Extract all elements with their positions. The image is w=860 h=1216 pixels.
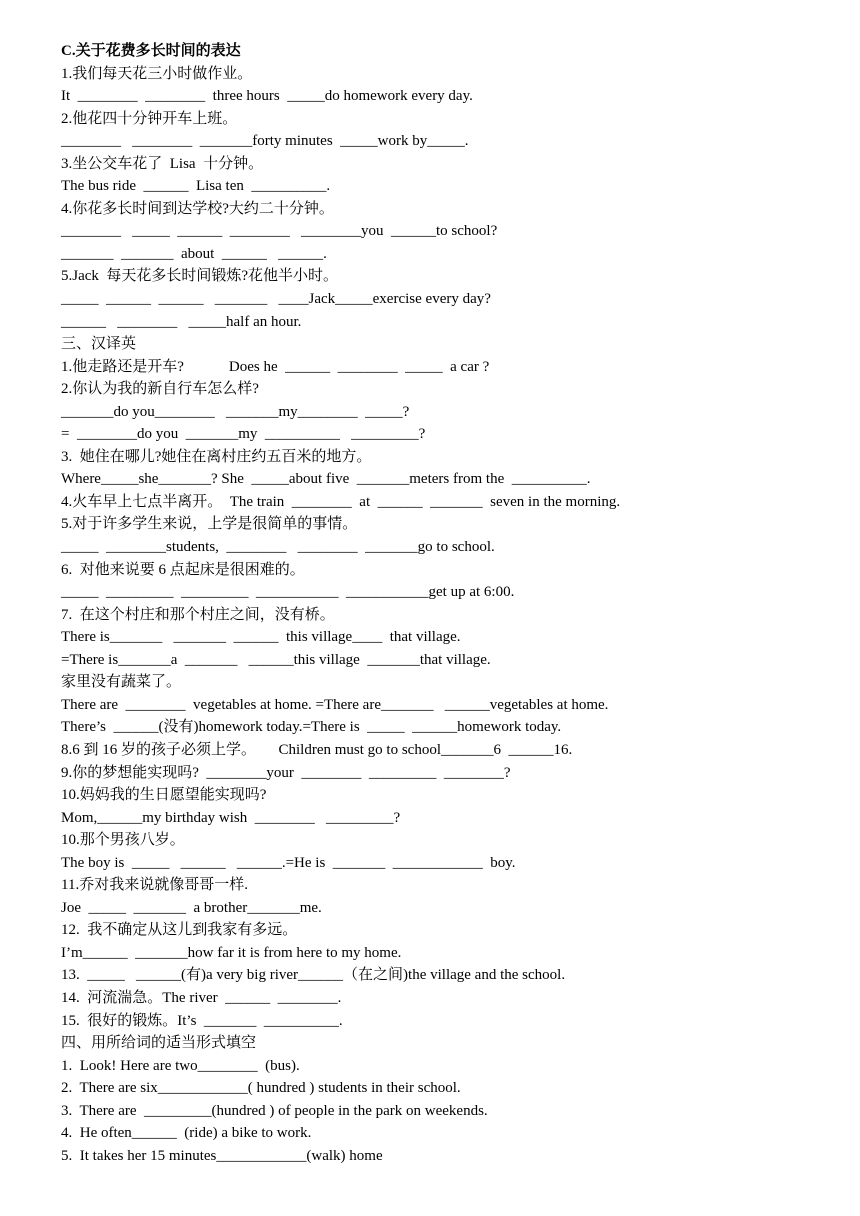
text-line: 2.他花四十分钟开车上班。 — [61, 110, 238, 127]
text-line: ______ ________ _____half an hour. — [61, 313, 302, 330]
text-line: Where_____she_______? She _____about five _______meters from the __________. — [61, 471, 591, 488]
text-line: 2. There are six____________( hundred ) students in their school. — [61, 1080, 461, 1097]
text-line: I’m______ _______how far it is from here to my home. — [61, 944, 402, 961]
text-line: 1.他走路还是开车? Does he ______ ________ _____ a car ? — [61, 358, 490, 375]
text-line: It ________ ________ three hours _____do homework every day. — [61, 88, 473, 105]
text-line: _____ _________ _________ ___________ ___________get up at 6:00. — [61, 584, 515, 601]
section-heading-4: 四、用所给词的适当形式填空 — [61, 1035, 257, 1052]
section-heading-3: 三、汉译英 — [61, 336, 137, 353]
text-line: 3. There are _________(hundred ) of people in the park on weekends. — [61, 1102, 488, 1119]
text-line: There is_______ _______ ______ this village____ that village. — [61, 629, 461, 646]
text-line: _____ ________students, ________ ________ _______go to school. — [61, 539, 495, 556]
text-line: 4.火车早上七点半离开。 The train ________ at ______ _______ seven in the morning. — [61, 493, 621, 510]
text-line: 14. 河流湍急。The river ______ ________. — [61, 989, 342, 1006]
text-line: 3.坐公交车花了 Lisa 十分钟。 — [61, 155, 264, 172]
text-line: =There is_______a _______ ______this village _______that village. — [61, 651, 491, 668]
text-line: 15. 很好的锻炼。It’s _______ __________. — [61, 1012, 343, 1029]
text-line: 13. _____ ______(有)a very big river______（在之间)the village and the school. — [61, 967, 566, 984]
text-line: 4. He often______ (ride) a bike to work. — [61, 1125, 312, 1142]
text-line: 3. 她住在哪儿?她住在离村庄约五百米的地方。 — [61, 448, 372, 465]
text-line: Mom,______my birthday wish ________ _________? — [61, 809, 401, 826]
text-line: 9.你的梦想能实现吗? ________your ________ _________ ________? — [61, 764, 511, 781]
text-line: 家里没有蔬菜了。 — [61, 674, 182, 691]
worksheet — [61, 40, 841, 1167]
text-line: _______do you________ _______my________ _____? — [61, 403, 410, 420]
text-line: 6. 对他来说要 6 点起床是很困难的。 — [61, 561, 305, 578]
text-line: Joe _____ _______ a brother_______me. — [61, 899, 322, 916]
section-heading-c: C.关于花费多长时间的表达 — [61, 43, 241, 59]
text-line: ________ _____ ______ ________ ________you ______to school? — [61, 223, 498, 240]
text-line: There are ________ vegetables at home. =There are_______ ______vegetables at home. — [61, 696, 609, 713]
text-line: 7. 在这个村庄和那个村庄之间，没有桥。 — [61, 606, 335, 623]
text-line: 1. Look! Here are two________ (bus). — [61, 1057, 300, 1074]
text-line: 5.对于许多学生来说，上学是很简单的事情。 — [61, 516, 358, 533]
text-line: There’s ______(没有)homework today.=There is _____ ______homework today. — [61, 719, 562, 736]
text-line: The bus ride ______ Lisa ten __________. — [61, 178, 331, 195]
text-line: 12. 我不确定从这儿到我家有多远。 — [61, 922, 298, 939]
text-line: = ________do you _______my __________ _________? — [61, 426, 426, 443]
text-line: ________ ________ _______forty minutes _____work by_____. — [61, 133, 469, 150]
text-line: 2.你认为我的新自行车怎么样? — [61, 381, 259, 398]
text-line: 8.6 到 16 岁的孩子必须上学。 Children must go to school_______6 ______16. — [61, 741, 573, 758]
text-line: The boy is _____ ______ ______.=He is _______ ____________ boy. — [61, 854, 516, 871]
text-line: 10.妈妈我的生日愿望能实现吗? — [61, 787, 267, 804]
text-line: 10.那个男孩八岁。 — [61, 832, 185, 849]
text-line: _______ _______ about ______ ______. — [61, 245, 327, 262]
text-line: 5.Jack 每天花多长时间锻炼?花他半小时。 — [61, 268, 339, 285]
text-line: _____ ______ ______ _______ ____Jack_____exercise every day? — [61, 291, 491, 308]
text-line: 5. It takes her 15 minutes____________(walk) home — [61, 1147, 383, 1164]
text-line: 4.你花多长时间到达学校?大约二十分钟。 — [61, 200, 334, 217]
text-line: 1.我们每天花三小时做作业。 — [61, 65, 253, 82]
text-line: 11.乔对我来说就像哥哥一样. — [61, 877, 248, 894]
